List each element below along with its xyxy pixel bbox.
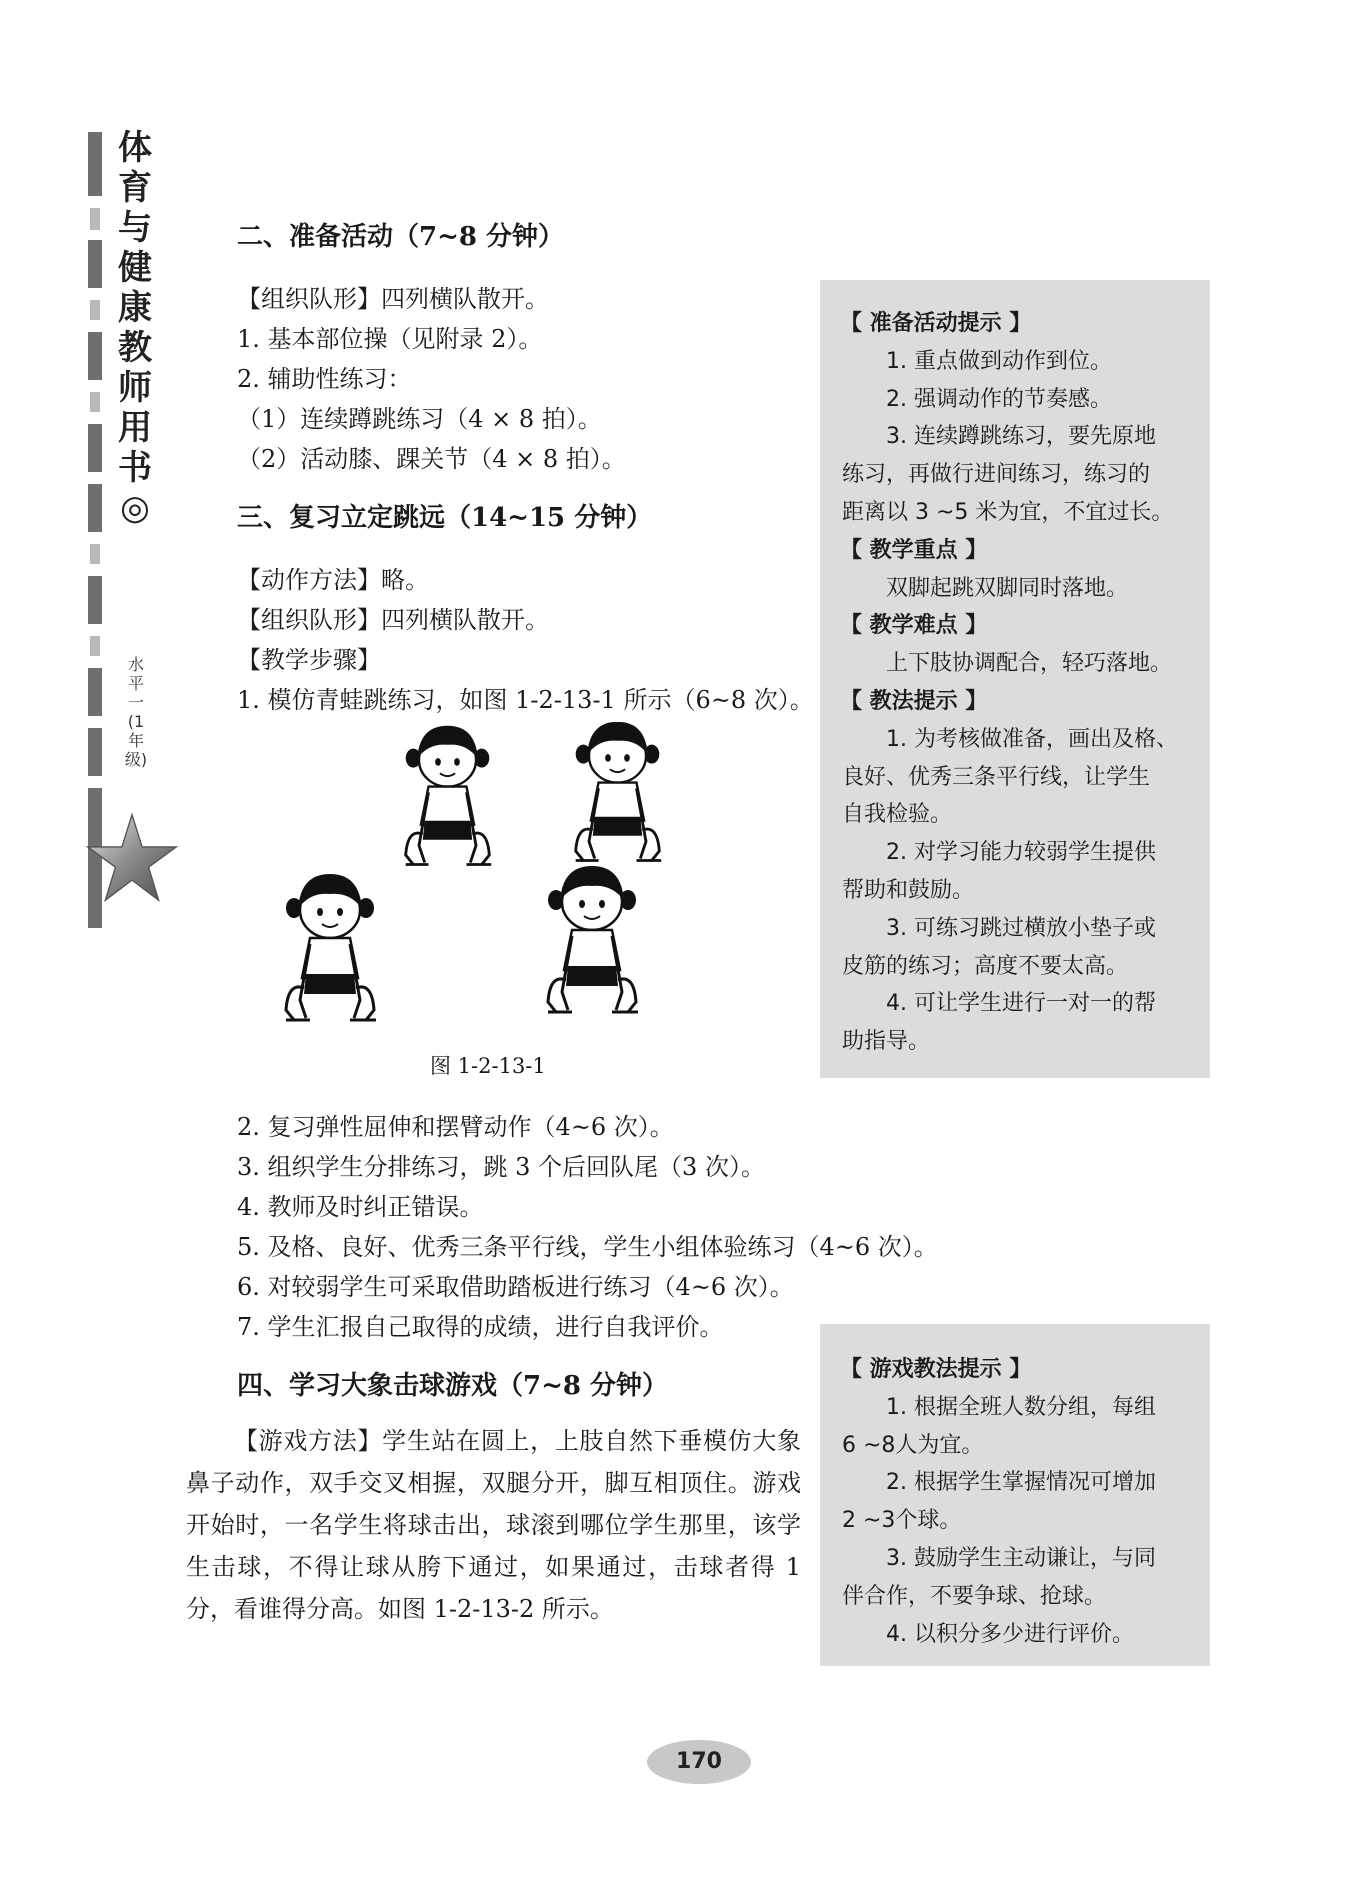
tip-line: 3. 连续蹲跳练习，要先原地	[886, 424, 1156, 450]
text-line: 5. 及格、良好、优秀三条平行线，学生小组体验练习（4~6 次）。	[237, 1233, 938, 1261]
tip-line: 6 ~8人为宜。	[842, 1432, 984, 1458]
text-line: 【教学步骤】	[237, 646, 381, 674]
text-line: （2）活动膝、踝关节（4 × 8 拍）。	[237, 445, 626, 473]
tip-heading: 【 游戏教法提示 】	[840, 1357, 1032, 1382]
tip-line: 1. 为考核做准备，画出及格、	[886, 726, 1178, 752]
tip-line: 皮筋的练习；高度不要太高。	[842, 953, 1129, 979]
tip-line: 练习，再做行进间练习，练习的	[842, 462, 1151, 488]
tip-line: 4. 以积分多少进行评价。	[886, 1621, 1134, 1647]
text-line: 1. 基本部位操（见附录 2）。	[237, 325, 543, 353]
tip-line: 双脚起跳双脚同时落地。	[886, 575, 1129, 601]
tip-line: 上下肢协调配合，轻巧落地。	[886, 651, 1173, 677]
tip-line: 3. 鼓励学生主动谦让，与同	[886, 1546, 1156, 1571]
section-heading-elephant-game: 四、学习大象击球游戏（7~8 分钟）	[237, 1371, 669, 1401]
tip-line: 自我检验。	[842, 802, 953, 828]
grade-level-label: 水平一(1年级)	[124, 655, 148, 769]
tip-heading: 【 教学难点 】	[840, 613, 988, 639]
game-method-paragraph: 【游戏方法】学生站在圆上，上肢自然下垂模仿大象鼻子动作，双手交叉相握，双腿分开，脚互相顶住。游戏开始时，一名学生将球击出，球滚到哪位学生那里，该学生击球，不得让球从胯下通过，如果通过，击球者得 1 分，看谁得分高。如图 1-2-13-2 所示。	[186, 1427, 801, 1623]
tip-box-game	[820, 1324, 1210, 1666]
tip-line: 2. 强调动作的节奏感。	[886, 386, 1112, 412]
tip-box-warmup	[820, 280, 1210, 1078]
tip-line: 帮助和鼓励。	[842, 878, 975, 903]
figure-frog-jump	[280, 722, 680, 1032]
tip-line: 3. 可练习跳过横放小垫子或	[886, 915, 1156, 941]
text-line: 【组织队形】四列横队散开。	[237, 285, 549, 313]
tip-line: 2. 对学习能力较弱学生提供	[886, 840, 1156, 866]
star-icon	[86, 812, 178, 904]
tip-heading: 【 教法提示 】	[840, 689, 988, 714]
tip-heading: 【 教学重点 】	[840, 537, 988, 563]
text-line: 1. 模仿青蛙跳练习，如图 1-2-13-1 所示（6~8 次）。	[237, 686, 814, 714]
page-number: 170	[647, 1740, 751, 1784]
tip-heading: 【 准备活动提示 】	[840, 311, 1032, 336]
tip-line: 4. 可让学生进行一对一的帮	[886, 991, 1156, 1017]
tip-line: 距离以 3 ~5 米为宜，不宜过长。	[842, 500, 1174, 525]
tip-line: 2. 根据学生掌握情况可增加	[886, 1470, 1156, 1496]
section-heading-long-jump: 三、复习立定跳远（14~15 分钟）	[237, 503, 653, 533]
book-title-vertical: 体育与健康教师用书◎	[118, 128, 152, 528]
text-line: 6. 对较弱学生可采取借助踏板进行练习（4~6 次）。	[237, 1273, 794, 1301]
tip-line: 2 ~3个球。	[842, 1508, 962, 1534]
tip-line: 伴合作，不要争球、抢球。	[842, 1583, 1107, 1609]
tip-line: 1. 根据全班人数分组，每组	[886, 1394, 1156, 1420]
text-line: （1）连续蹲跳练习（4 × 8 拍）。	[237, 405, 602, 433]
tip-line: 良好、优秀三条平行线，让学生	[842, 764, 1151, 790]
section-heading-warmup: 二、准备活动（7~8 分钟）	[237, 222, 565, 252]
text-line: 3. 组织学生分排练习，跳 3 个后回队尾（3 次）。	[237, 1153, 765, 1181]
text-line: 2. 复习弹性屈伸和摆臂动作（4~6 次）。	[237, 1113, 674, 1141]
text-line: 7. 学生汇报自己取得的成绩，进行自我评价。	[237, 1313, 724, 1341]
figure-caption: 图 1-2-13-1	[430, 1054, 546, 1078]
tip-line: 1. 重点做到动作到位。	[886, 348, 1112, 374]
text-line: 【组织队形】四列横队散开。	[237, 606, 549, 634]
text-line: 2. 辅助性练习：	[237, 365, 412, 393]
text-line: 【动作方法】略。	[237, 566, 429, 594]
text-line: 4. 教师及时纠正错误。	[237, 1193, 484, 1221]
tip-line: 助指导。	[842, 1029, 931, 1055]
